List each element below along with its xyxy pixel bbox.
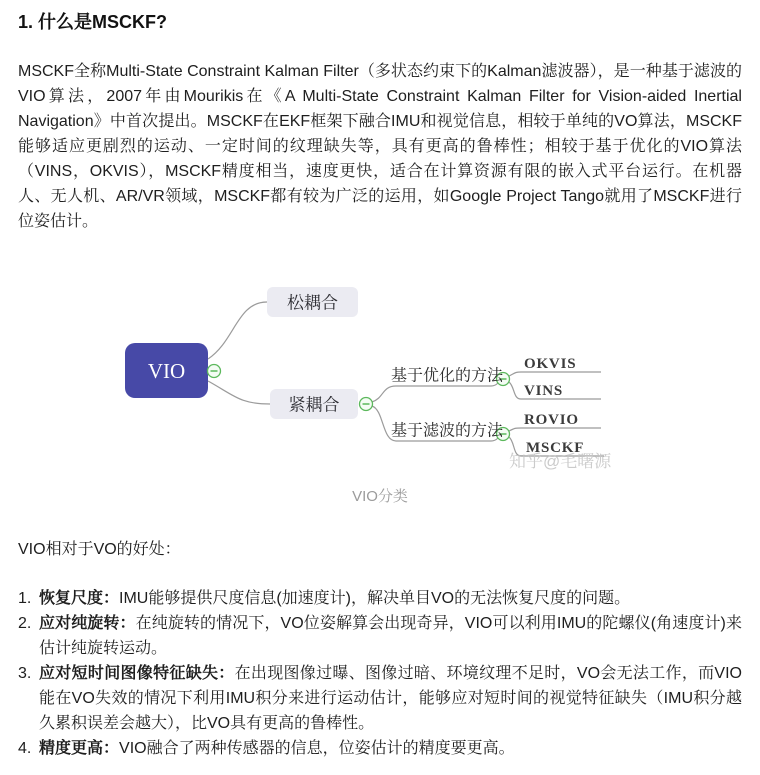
- benefit-item: [18, 586, 742, 611]
- page-title: 1. 什么是MSCKF?: [18, 12, 168, 32]
- node-vio: [125, 343, 208, 398]
- watermark: 知乎@毛曙源: [509, 452, 612, 471]
- benefits-intro: VIO相对于VO的好处：: [18, 541, 181, 558]
- mindmap-image: [0, 269, 760, 481]
- edge-optimization-okvis: [509, 372, 601, 376]
- article-page: [0, 12, 760, 761]
- benefit-term: 精度更高：: [39, 740, 120, 757]
- leaf-vins-label: VINS: [524, 383, 564, 399]
- intro-paragraph: MSCKF全称Multi-State Constraint Kalman Filter（多状态约束下的Kalman滤波器），是一种基于滤波的VIO算法，2007年由Mourikis在《A Multi-State Constraint Kalman Filter for Vision-aided Inertial Navigation》中首次提出。MSCKF在EKF框架下融合IMU和视觉信息，相较于单纯的VO算法，MSCKF能够适应更剧烈的运动、一定时间的纹理缺失等，具有更高的鲁棒性；相较于基于优化的VIO算法（VINS，OKVIS），MSCKF精度相当，速度更快，适合在计算资源有限的嵌入式平台运行。在机器人、无人机、AR/VR领域，MSCKF都有较为广泛的运用，如Google Project Tango就用了MSCKF进行位姿估计。: [18, 63, 742, 230]
- leaf-okvis-label: OKVIS: [524, 356, 577, 372]
- edge-filtering-rovio: [509, 428, 601, 431]
- figure-caption: VIO分类: [352, 488, 408, 505]
- benefit-item: [18, 611, 742, 661]
- node-tight-coupling-label: 紧耦合: [288, 395, 340, 415]
- node-loose-coupling: [267, 287, 358, 317]
- benefit-desc: VIO融合了两种传感器的信息，位姿估计的精度要更高。: [119, 740, 515, 757]
- leaf-msckf-label: MSCKF: [526, 440, 585, 456]
- node-tight-coupling: [270, 389, 358, 419]
- benefit-item: [18, 661, 742, 736]
- node-loose-coupling-label: 松耦合: [287, 293, 338, 313]
- benefit-term: 应对短时间图像特征缺失：: [39, 665, 235, 682]
- edge-vio-loose: [208, 302, 267, 359]
- edge-tight-optimization: [372, 383, 498, 402]
- mindmap-figure[interactable]: [0, 269, 760, 507]
- branch-filtering-label: 基于滤波的方法: [391, 422, 504, 440]
- collapse-icon-tight: [360, 398, 373, 411]
- benefit-term: 恢复尺度：: [39, 590, 120, 607]
- benefit-desc: 在出现图像过曝、图像过暗、环境纹理不足时，VO会无法工作，而VIO能在VO失效的情况下利用IMU积分来进行运动估计，能够应对短时间的视觉特征缺失（IMU积分越久累积误差会越大），比VO具有更高的鲁棒性。: [39, 665, 742, 732]
- benefit-number: 1.: [18, 590, 32, 607]
- node-vio-label: VIO: [147, 359, 186, 383]
- benefit-number: 2.: [18, 615, 32, 632]
- collapse-icon-vio: [208, 365, 221, 378]
- leaf-rovio-label: ROVIO: [524, 412, 579, 428]
- benefit-desc: 在纯旋转的情况下，VO位姿解算会出现奇异，VIO可以利用IMU的陀螺仪(角速度计)来估计纯旋转运动。: [39, 615, 742, 657]
- benefit-desc: IMU能够提供尺度信息(加速度计)，解决单目VO的无法恢复尺度的问题。: [119, 590, 631, 607]
- benefit-term: 应对纯旋转：: [39, 615, 136, 632]
- branch-optimization-label: 基于优化的方法: [391, 367, 504, 385]
- benefits-list: [18, 586, 742, 761]
- benefit-number: 4.: [18, 740, 32, 757]
- benefit-item: [18, 736, 742, 761]
- edge-vio-tight: [208, 381, 270, 404]
- benefit-number: 3.: [18, 665, 32, 682]
